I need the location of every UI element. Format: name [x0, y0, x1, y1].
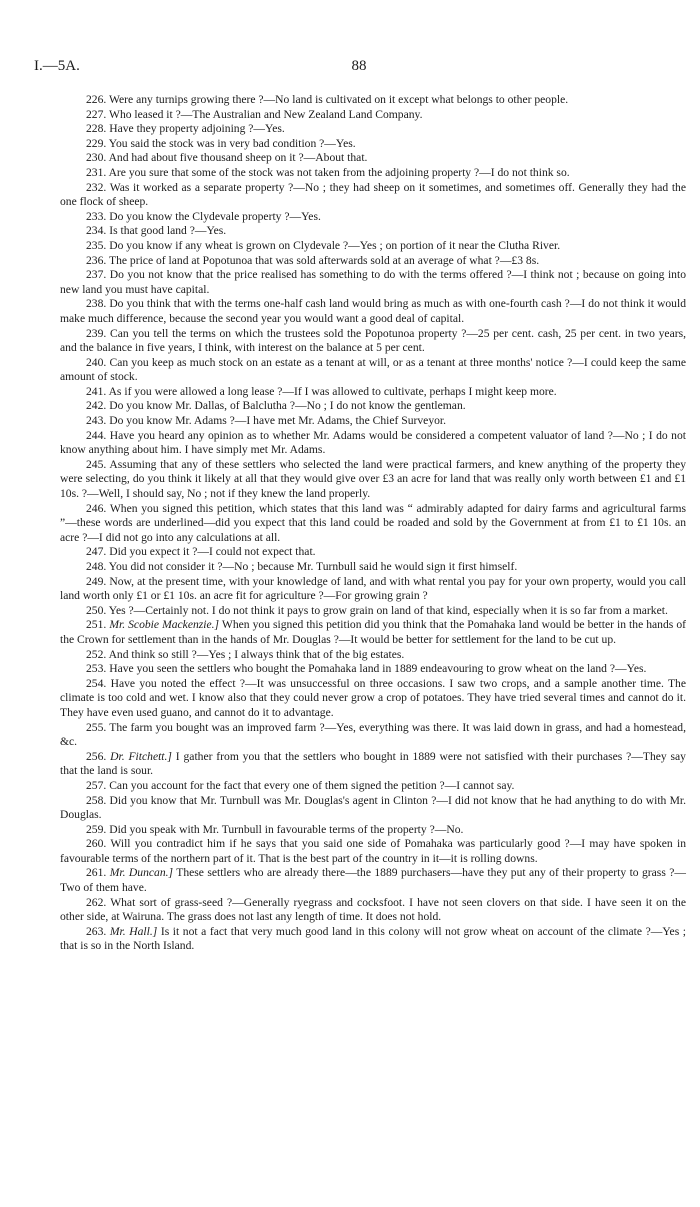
question-text: Can you account for the fact that every one of them signed the petition ?—I cannot say.: [109, 778, 515, 792]
question-text: Can you tell the terms on which the trustees sold the Popotunoa property ?—25 per cent. cash, 25 per cent. in two years, and the balance in five years, I think, with interest on the balance at 5 per cent.: [60, 326, 686, 355]
question-paragraph: [60, 604, 686, 619]
question-number: 260.: [86, 837, 107, 851]
question-text: The farm you bought was an improved farm ?—Yes, everything was there. It was laid down in grass, and had a homestead, &c.: [60, 720, 686, 749]
question-text: Who leased it ?—The Australian and New Zealand Land Company.: [109, 107, 423, 121]
question-text: Can you keep as much stock on an estate as a tenant at will, or as a tenant at three months' notice ?—I could keep the same amount of stock.: [60, 355, 686, 384]
question-text: Did you expect it ?—I could not expect that.: [109, 545, 316, 559]
question-paragraph: [60, 151, 686, 166]
question-paragraph: [60, 268, 686, 297]
question-text: Did you speak with Mr. Turnbull in favourable terms of the property ?—No.: [109, 822, 464, 836]
question-paragraph: [60, 648, 686, 663]
question-paragraph: [60, 502, 686, 546]
question-text: Yes ?—Certainly not. I do not think it pays to grow grain on land of that kind, especially when it is so far from a market.: [108, 603, 668, 617]
question-number: 226.: [86, 93, 107, 106]
question-paragraph: [60, 181, 686, 210]
question-paragraph: [60, 108, 686, 123]
question-paragraph: [60, 837, 686, 866]
question-text: Have you seen the settlers who bought the Pomahaka land in 1889 endeavouring to grow wheat on the land ?—Yes.: [109, 662, 647, 676]
question-number: 236.: [86, 253, 107, 267]
question-number: 232.: [86, 180, 107, 194]
question-text: As if you were allowed a long lease ?—If I was allowed to cultivate, perhaps I might keep more.: [108, 384, 557, 398]
speaker-name: Mr. Hall.]: [109, 924, 158, 938]
paper-reference: I.—5A.: [34, 58, 80, 74]
question-number: 258.: [86, 793, 107, 807]
question-number: 261.: [86, 866, 107, 880]
question-number: 253.: [86, 662, 107, 676]
question-number: 257.: [86, 778, 107, 792]
page-number: 88: [351, 58, 367, 74]
question-paragraph: [60, 122, 686, 137]
question-paragraph: [60, 458, 686, 502]
question-text: Was it worked as a separate property ?—No ; they had sheep on it sometimes, and sometimes off. Generally they had the one flock of sheep.: [60, 180, 686, 209]
question-paragraph: [60, 823, 686, 838]
question-text: Are you sure that some of the stock was not taken from the adjoining property ?—I do not think so.: [108, 165, 570, 179]
question-paragraph: [60, 618, 686, 647]
question-text: Do you think that with the terms one-half cash land would bring as much as with one-fourth cash ?—I do not think it would make much difference, because the second year you would want a good deal of capital.: [60, 297, 686, 325]
question-text: Will you contradict him if he says that you said one side of Pomahaka was particularly good ?—I may have spoken in favourable terms of the northern part of it. That is the best part of the country in it—it is rolling downs.: [60, 837, 686, 865]
question-paragraph: [60, 414, 686, 429]
question-paragraph: [60, 399, 686, 414]
question-paragraph: [60, 385, 686, 400]
question-number: 254.: [86, 676, 107, 690]
question-paragraph: [60, 925, 686, 954]
question-text: Do you know the Clydevale property ?—Yes.: [109, 209, 321, 223]
question-text: Have you noted the effect ?—It was unsuccessful on three occasions. I saw two crops, and a sample another time. The climate is too cold and wet. I know also that they could never grow a crop of potatoes. They have tried several times and cannot do it. They have even used guano, and cannot do it to advantage.: [60, 676, 686, 719]
question-text: Were any turnips growing there ?—No land is cultivated on it except what belongs to other people.: [109, 93, 569, 106]
question-number: 251.: [86, 618, 107, 632]
question-text: Is it not a fact that very much good land in this colony will not grow wheat on account of the climate ?—Yes ; that is so in the North Island.: [60, 924, 687, 953]
question-text: What sort of grass-seed ?—Generally ryegrass and cocksfoot. I have not seen clovers on that side. I have seen it on the other side, at Wairuna. The grass does not last any length of time. It does not hold.: [60, 895, 686, 924]
question-text: Did you know that Mr. Turnbull was Mr. Douglas's agent in Clinton ?—I did not know that he had anything to do with Mr. Douglas.: [60, 793, 686, 822]
evidence-body: [60, 93, 686, 954]
question-number: 227.: [86, 107, 107, 121]
question-text: These settlers who are already there—the 1889 purchasers—have they put any of their property to grass ?—Two of them have.: [60, 866, 686, 895]
question-paragraph: [60, 297, 686, 326]
question-number: 241.: [86, 384, 107, 398]
question-paragraph: [60, 662, 686, 677]
question-paragraph: [60, 560, 686, 575]
question-paragraph: [60, 545, 686, 560]
question-paragraph: [60, 677, 686, 721]
page-header: [34, 58, 684, 78]
question-number: 233.: [86, 209, 107, 223]
question-text: When you signed this petition did you think that the Pomahaka land would be better in the hands of the Crown for settlement than in the hands of Mr. Douglas ?—It would be better for settlement for the land to be cut up.: [60, 618, 686, 646]
speaker-name: Dr. Fitchett.]: [110, 749, 172, 763]
question-number: 237.: [86, 268, 107, 282]
question-text: Have they property adjoining ?—Yes.: [109, 122, 285, 136]
question-text: Do you know Mr. Adams ?—I have met Mr. Adams, the Chief Surveyor.: [109, 414, 447, 428]
question-number: 263.: [86, 924, 107, 938]
question-number: 234.: [86, 224, 107, 238]
question-number: 250.: [86, 603, 107, 617]
question-paragraph: [60, 210, 686, 225]
question-text: I gather from you that the settlers who bought in 1889 were not satisfied with their purchases ?—They say that the land is sour.: [60, 749, 686, 778]
question-text: When you signed this petition, which states that this land was “ admirably adapted for dairy farms and agricultural farms ”—these words are underlined—did you expect that this land could be roaded and sold by the Government at from £1 to £1 10s. an acre ?—I did not go into any calculations at all.: [60, 501, 686, 544]
question-text: Assuming that any of these settlers who selected the land were practical farmers, and knew anything of the property they were selecting, do you think it likely at all that they would give over £3 an acre for land that was really only worth between £1 and £1 10s. ?—Well, I should say, No ; not if they knew the land properly.: [60, 457, 686, 501]
question-paragraph: [60, 896, 686, 925]
question-text: Do you not know that the price realised has something to do with the terms offered ?—I think not ; because on going into new land you must have capital.: [60, 268, 686, 296]
question-text: You did not consider it ?—No ; because Mr. Turnbull said he would sign it first himself.: [108, 560, 518, 573]
question-number: 262.: [86, 895, 107, 909]
question-number: 239.: [86, 326, 107, 340]
question-text: Have you heard any opinion as to whether Mr. Adams would be considered a competent valuator of land ?—No ; I do not know anything about him. I have simply met Mr. Adams.: [60, 428, 686, 457]
question-paragraph: [60, 750, 686, 779]
question-number: 256.: [86, 749, 107, 763]
question-paragraph: [60, 721, 686, 750]
question-number: 245.: [86, 457, 107, 471]
question-text: Is that good land ?—Yes.: [109, 224, 227, 238]
question-number: 242.: [86, 399, 107, 413]
question-number: 252.: [86, 647, 107, 661]
question-text: Do you know Mr. Dallas, of Balclutha ?—No ; I do not know the gentleman.: [109, 399, 466, 413]
question-number: 259.: [86, 822, 107, 836]
question-paragraph: [60, 794, 686, 823]
question-paragraph: [60, 779, 686, 794]
question-paragraph: [60, 327, 686, 356]
question-number: 231.: [86, 165, 107, 179]
question-paragraph: [60, 575, 686, 604]
question-paragraph: [60, 224, 686, 239]
question-paragraph: [60, 137, 686, 152]
speaker-name: Mr. Scobie Mackenzie.]: [109, 618, 220, 632]
question-number: 240.: [86, 355, 107, 369]
question-text: Now, at the present time, with your knowledge of land, and with what rental you pay for your own property, would you call land worth only £1 or £1 10s. an acre fit for agriculture ?—For growing grain ?: [60, 574, 686, 603]
question-number: 255.: [86, 720, 107, 734]
question-number: 244.: [86, 428, 107, 442]
question-text: And think so still ?—Yes ; I always think that of the big estates.: [108, 647, 405, 661]
question-number: 243.: [86, 414, 107, 428]
question-number: 249.: [86, 574, 107, 588]
question-number: 229.: [86, 136, 107, 150]
question-paragraph: [60, 254, 686, 269]
question-paragraph: [60, 866, 686, 895]
question-number: 235.: [86, 238, 107, 252]
question-text: Do you know if any wheat is grown on Clydevale ?—Yes ; on portion of it near the Clutha River.: [109, 238, 561, 252]
question-number: 247.: [86, 545, 107, 559]
question-number: 248.: [86, 560, 107, 573]
question-paragraph: [60, 356, 686, 385]
question-paragraph: [60, 239, 686, 254]
question-paragraph: [60, 429, 686, 458]
speaker-name: Mr. Duncan.]: [109, 866, 174, 880]
question-number: 246.: [86, 501, 107, 515]
question-number: 238.: [86, 297, 107, 311]
question-text: And had about five thousand sheep on it ?—About that.: [108, 151, 368, 165]
question-number: 228.: [86, 122, 107, 136]
question-number: 230.: [86, 151, 107, 165]
question-paragraph: [60, 93, 686, 108]
question-paragraph: [60, 166, 686, 181]
question-text: You said the stock was in very bad condition ?—Yes.: [108, 136, 356, 150]
question-text: The price of land at Popotunoa that was sold afterwards sold at an average of what ?—£3 8s.: [109, 253, 540, 267]
